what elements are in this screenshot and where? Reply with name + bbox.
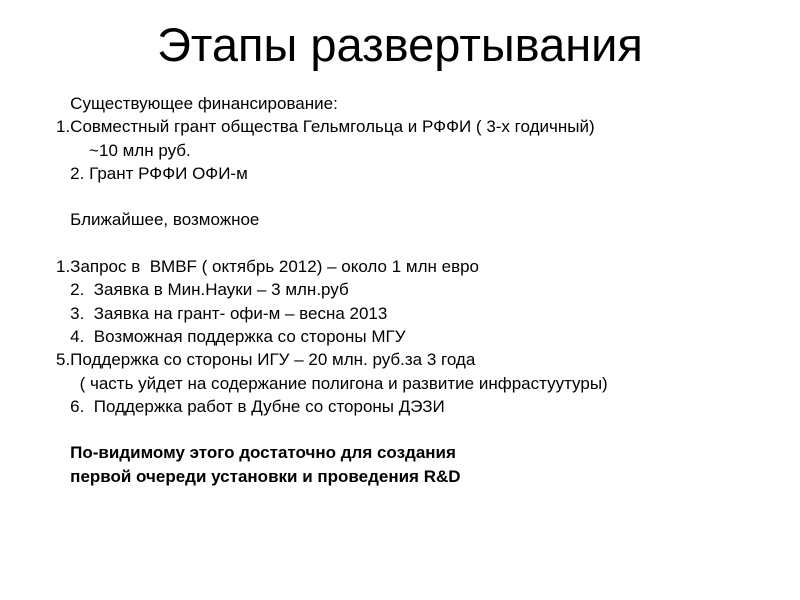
upcoming-item-1: 1.Запрос в BMBF ( октябрь 2012) – около 1 млн евро [56, 257, 480, 277]
upcoming-item-4: 4. Возможная поддержка со стороны МГУ [56, 326, 406, 346]
upcoming-item-5: 5.Поддержка со стороны ИГУ – 20 млн. руб.за 3 года [56, 350, 476, 370]
spacer [56, 232, 786, 255]
funding-item-2: 2. Грант РФФИ ОФИ-м [56, 163, 248, 183]
funding-item-1-amount: ~10 млн руб. [56, 140, 191, 160]
upcoming-heading: Ближайшее, возможное [56, 210, 260, 230]
conclusion-line-2: первой очереди установки и проведения R&D [56, 466, 461, 486]
upcoming-item-3: 3. Заявка на грант- офи-м – весна 2013 [56, 303, 388, 323]
upcoming-item-2: 2. Заявка в Мин.Науки – 3 млн.руб [56, 280, 349, 300]
slide-body [56, 92, 786, 488]
slide-title: Этапы развертывания [157, 18, 643, 71]
conclusion-line-1: По-видимому этого достаточно для создания [56, 443, 456, 463]
current-funding-heading: Существующее финансирование: [56, 94, 338, 113]
spacer [56, 418, 786, 441]
upcoming-item-5-note: ( часть уйдет на содержание полигона и развитие инфрастуутуры) [56, 373, 608, 393]
upcoming-item-6: 6. Поддержка работ в Дубне со стороны ДЭЗИ [56, 396, 445, 416]
spacer [56, 185, 786, 208]
funding-item-1: 1.Совместный грант общества Гельмгольца и РФФИ ( 3-х годичный) [56, 117, 595, 137]
